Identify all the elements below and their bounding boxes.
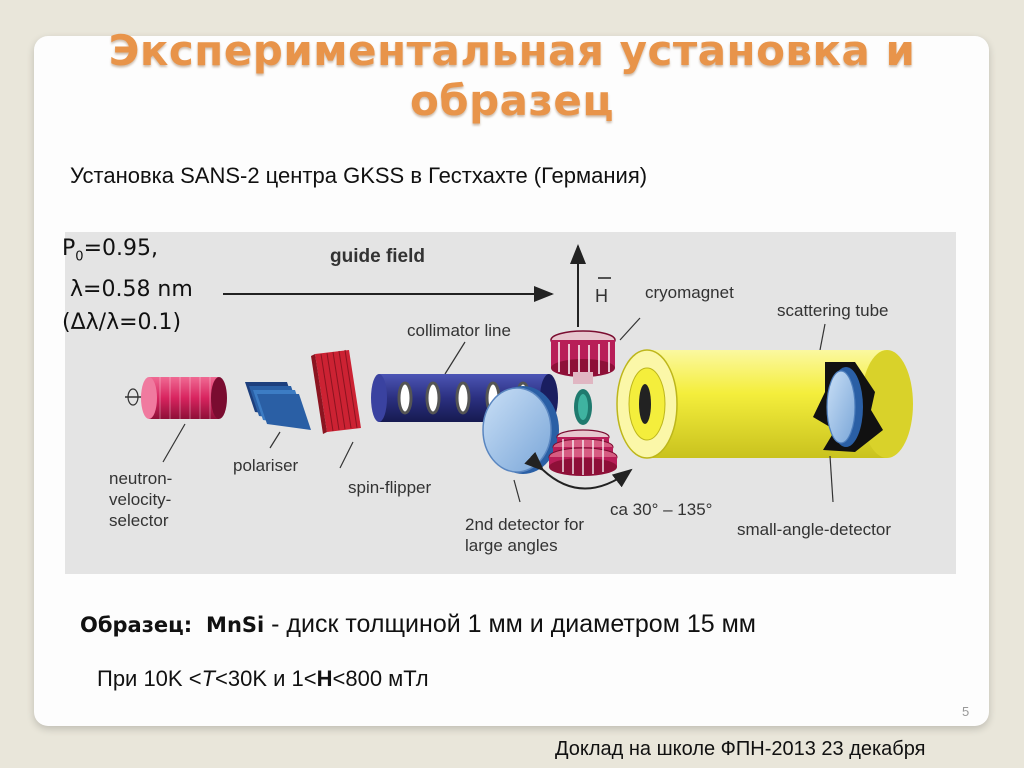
slide-subtitle: Установка SANS-2 центра GKSS в Гестхахте (Германия) (70, 163, 648, 188)
cryomagnet (549, 331, 617, 476)
field-var: H (316, 666, 333, 691)
beam-parameters (62, 232, 193, 339)
scattering-tube-label: scattering tube (777, 301, 889, 320)
scattering-tube (617, 350, 913, 458)
small-angle-detector-label: small-angle-detector (737, 520, 892, 539)
polariser-label: polariser (233, 456, 299, 475)
sample-material: MnSi (206, 613, 265, 637)
slide-title: Экспериментальная установка и образец (108, 26, 916, 125)
sample-text: - диск толщиной 1 мм и диаметром 15 мм (264, 610, 756, 638)
measurement-conditions: При 10K <T<30K и 1<H<800 мТл (97, 666, 429, 691)
sample-description (80, 610, 756, 639)
angle-range-label: ca 30° – 135° (610, 500, 713, 519)
second-detector-label: 2nd detector for large angles (465, 515, 585, 555)
spin-flipper (311, 350, 361, 434)
footer-note: Доклад на школе ФПН-2013 23 декабря (555, 738, 926, 760)
polarization-line: $P_0=0.95$, (62, 236, 158, 265)
resolution-line: (Δλ/λ=0.1) (62, 310, 182, 336)
slide-number: 5 (962, 704, 970, 719)
second-detector (483, 386, 559, 474)
cryomagnet-label: cryomagnet (645, 283, 734, 302)
guide-field-label: guide field (330, 246, 425, 267)
sample-label: Образец: (80, 613, 193, 637)
diagram-svg (65, 232, 956, 574)
velocity-selector (125, 377, 227, 419)
polariser (245, 382, 311, 430)
velocity-selector-label: neutron- velocity- selector (109, 469, 173, 530)
spin-flipper-label: spin-flipper (348, 478, 432, 497)
collimator-line-label: collimator line (407, 321, 511, 340)
wavelength-line: λ=0.58 nm (70, 277, 193, 303)
temperature-var: T (201, 666, 216, 691)
sans-setup-diagram (65, 232, 956, 574)
h-vector-label: H (595, 286, 608, 306)
